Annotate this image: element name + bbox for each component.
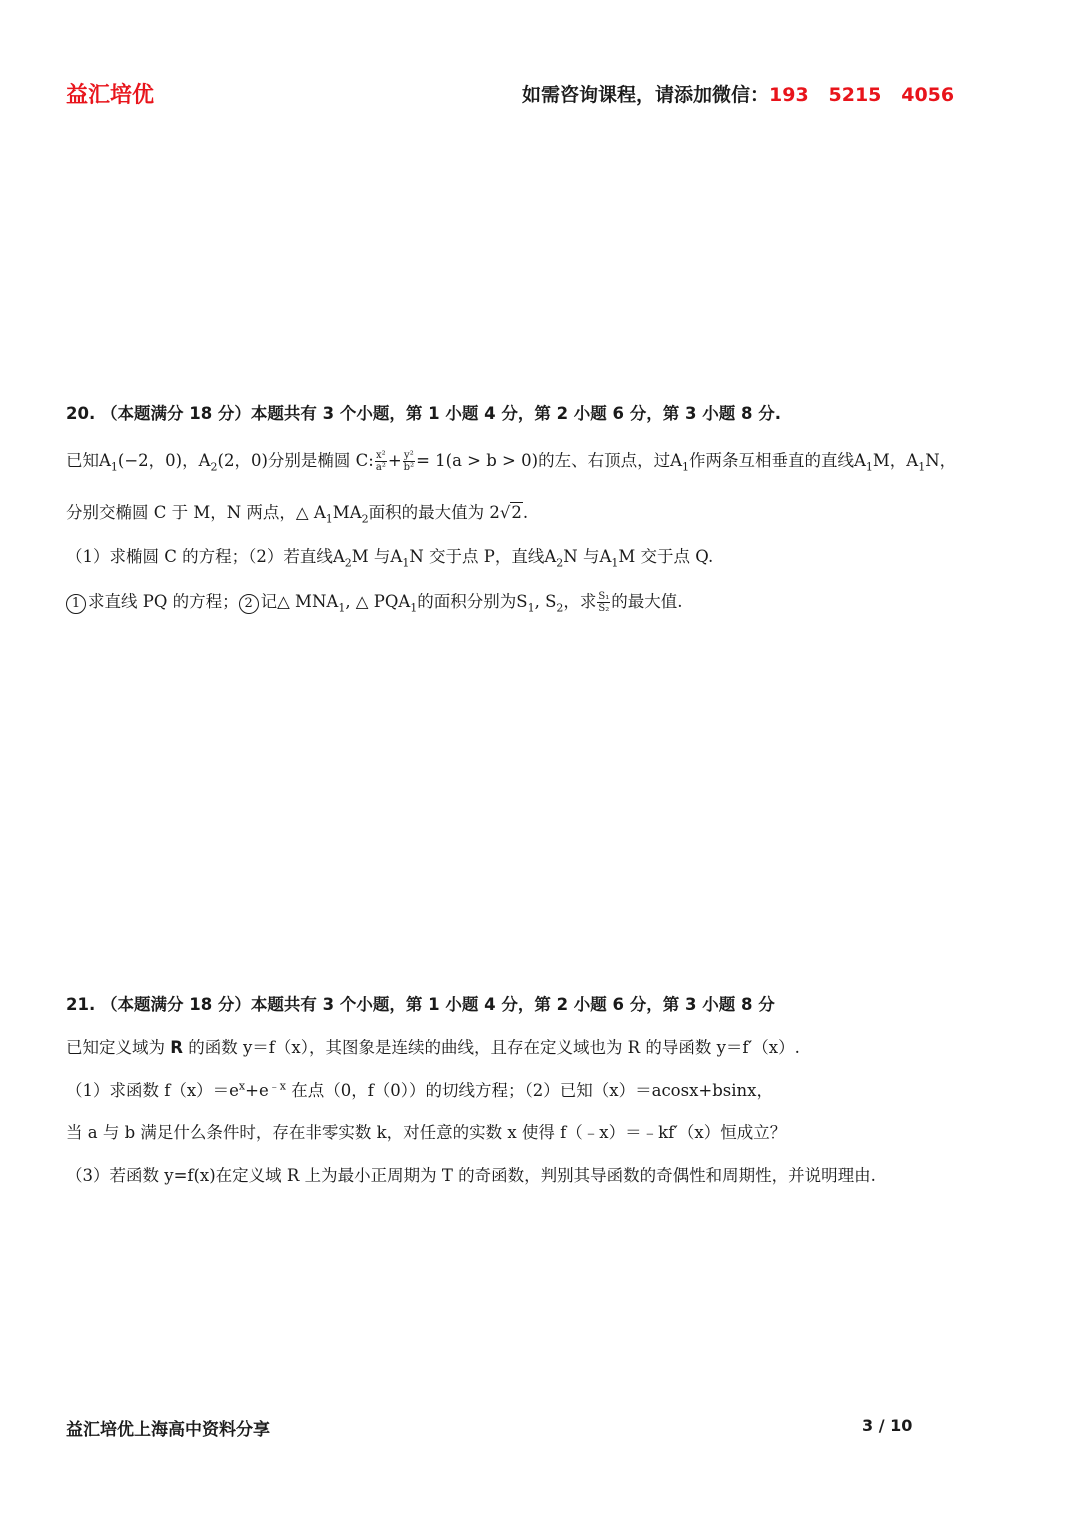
- sqrt-symbol: √: [499, 503, 511, 522]
- q21-line-1: 已知定义域为 R 的函数 y＝f（x），其图象是连续的曲线，且存在定义域也为 R 的导函数 y＝f′（x）.: [66, 1038, 800, 1057]
- fraction-y2-b2: $\frac{\text{y²}}{\text{b²}}$: [403, 450, 415, 473]
- q20-line-4: 1 求直线 PQ 的方程； 2 记△ $MNA_1$, △ $PQA_1$的面积分别为$S_1$, $S_2$，求 $\frac{\text{S₁}}{\text{S₂}}$ 的最大值.: [66, 588, 683, 614]
- fraction-x2-a2: $\frac{\text{x²}}{\text{a²}}$: [375, 450, 386, 473]
- q20-line-1: 已知$A_1(-2$，0)，$A_2(2$，0)分别是椭圆 C: $\frac{\text{x²}}{\text{a²}}$ + $\frac{\text{y²}}{\text{b²}}$ = 1(a > b > 0)的左、右顶点，过$A_1$作两条互相垂直的直线$A_1M$，$A_1N$，: [66, 450, 957, 474]
- fraction-s1-s2: $\frac{\text{S₁}}{\text{S₂}}$: [598, 591, 610, 614]
- q21-line-4: （3）若函数 y=f(x)在定义域 R 上为最小正周期为 T 的奇函数，判别其导函数的奇偶性和周期性，并说明理由.: [66, 1166, 876, 1185]
- page-number: 3 / 10: [862, 1416, 913, 1435]
- q21-heading: 21. （本题满分 18 分）本题共有 3 个小题，第 1 小题 4 分，第 2 小题 6 分，第 3 小题 8 分: [66, 995, 775, 1014]
- wechat-phone: 193 5215 4056: [769, 84, 955, 106]
- footer-text: 益汇培优上海高中资料分享: [66, 1420, 270, 1440]
- q20-heading: 20. （本题满分 18 分）本题共有 3 个小题，第 1 小题 4 分，第 2 小题 6 分，第 3 小题 8 分.: [66, 404, 781, 423]
- q20-line-2: 分别交椭圆 C 于 M，N 两点，△ $A_1MA_2$面积的最大值为 2√2.: [66, 503, 529, 526]
- q21-line-3: 当 a 与 b 满足什么条件时，存在非零实数 k，对任意的实数 x 使得 f（﹣x）＝﹣kf′（x）恒成立？: [66, 1123, 787, 1142]
- brand-title: 益汇培优: [66, 83, 155, 108]
- circled-number-2: 2: [239, 594, 259, 614]
- q21-line-2: （1）求函数 $f(x)=e^x+e^{﹣x}$ 在点（0，f（0））的切线方程；（2）已知（x）＝acosx+bsinx，: [66, 1079, 773, 1100]
- contact-line: [522, 80, 954, 107]
- q20-line-3: （1）求椭圆 C 的方程；（2）若直线$A_2M$ 与$A_1N$ 交于点 P，直线$A_2N$ 与$A_1M$ 交于点 Q.: [66, 547, 714, 570]
- contact-prefix: 如需咨询课程，请添加微信：: [522, 84, 770, 106]
- circled-number-1: 1: [66, 594, 86, 614]
